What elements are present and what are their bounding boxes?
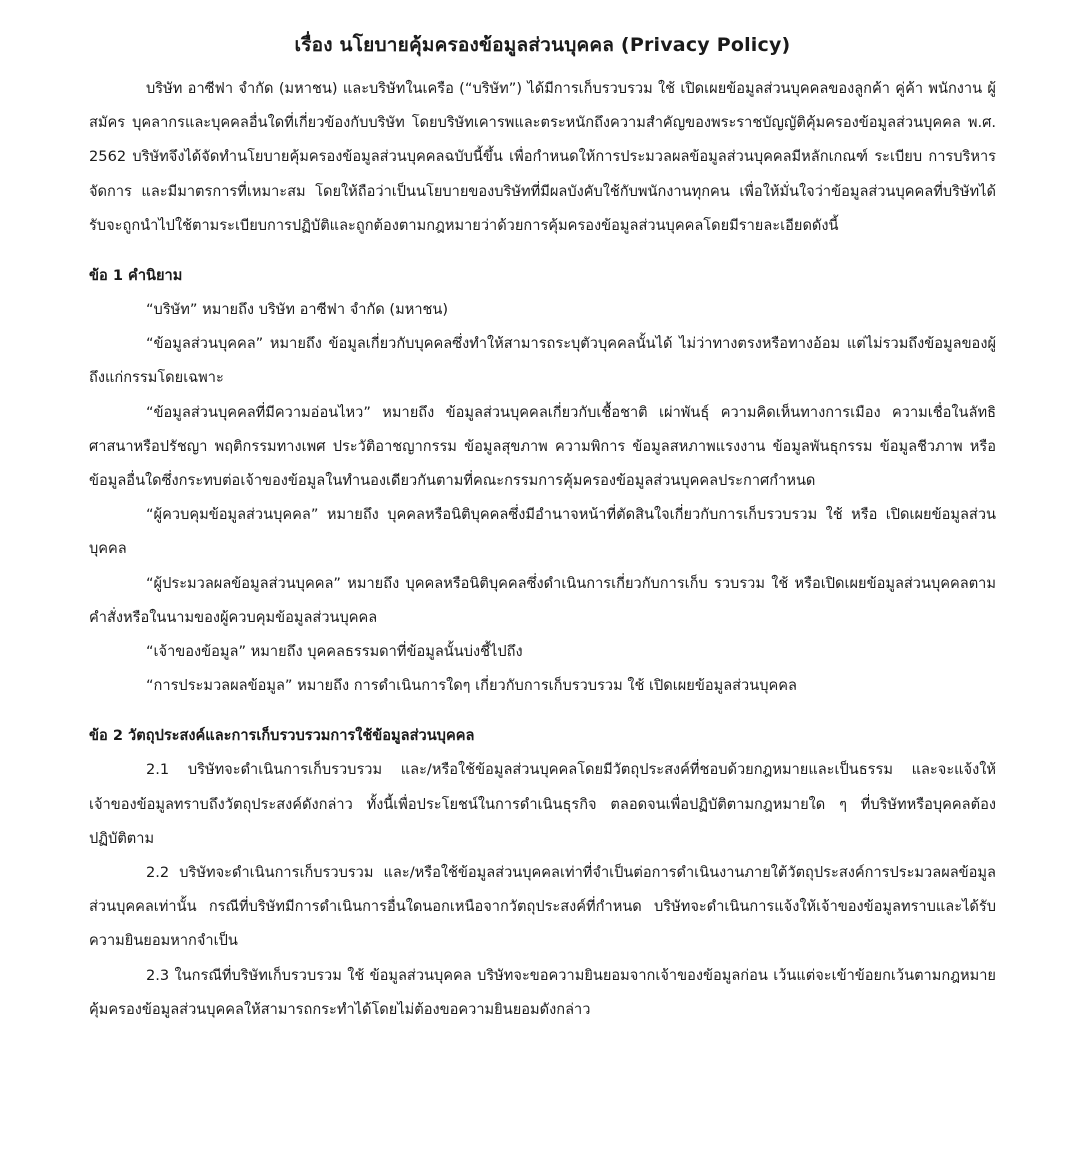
intro-paragraph: บริษัท อาซีฟา จำกัด (มหาชน) และบริษัทในเครือ (“บริษัท”) ได้มีการเก็บรวบรวม ใช้ เปิดเผยข้อมูลส่วนบุคคลของลูกค้า คู่ค้า พนักงาน ผู้สมัคร บุคลากรและบุคคลอื่นใดที่เกี่ยวข้องกับบริษัท โดยบริษัทเคารพและตระหนักถึงความสำคัญของพระราชบัญญัติคุ้มครองข้อมูลส่วนบุคคล พ.ศ. 2562 บริษัทจึงได้จัดทำนโยบายคุ้มครองข้อมูลส่วนบุคคลฉบับนี้ขึ้น เพื่อกำหนดให้การประมวลผลข้อมูลส่วนบุคคลมีหลักเกณฑ์ ระเบียบ การบริหารจัดการ และมีมาตรการที่เหมาะสม โดยให้ถือว่าเป็นนโยบายของบริษัทที่มีผลบังคับใช้กับพนักงานทุกคน เพื่อให้มั่นใจว่าข้อมูลส่วนบุคคลที่บริษัทได้รับจะถูกนำไปใช้ตามระเบียบการปฏิบัติและถูกต้องตามกฎหมายว่าด้วยการคุ้มครองข้อมูลส่วนบุคคลโดยมีรายละเอียดดังนี้ [89,80,996,234]
definition-data-controller: “ผู้ควบคุมข้อมูลส่วนบุคคล” หมายถึง บุคคลหรือนิติบุคคลซึ่งมีอำนาจหน้าที่ตัดสินใจเกี่ยวกับการเก็บรวบรวม ใช้ หรือ เปิดเผยข้อมูลส่วนบุคคล [89,506,996,558]
document-title: เรื่อง นโยบายคุ้มครองข้อมูลส่วนบุคคล (Privacy Policy) [294,34,791,56]
clause-2-1: 2.1 บริษัทจะดำเนินการเก็บรวบรวม และ/หรือใช้ข้อมูลส่วนบุคคลโดยมีวัตถุประสงค์ที่ชอบด้วยกฎหมายและเป็นธรรม และจะแจ้งให้เจ้าของข้อมูลทราบถึงวัตถุประสงค์ดังกล่าว ทั้งนี้เพื่อประโยชน์ในการดำเนินธุรกิจ ตลอดจนเพื่อปฏิบัติตามกฎหมายใด ๆ ที่บริษัทหรือบุคคลต้องปฏิบัติตาม [89,761,996,847]
clause-2-2: 2.2 บริษัทจะดำเนินการเก็บรวบรวม และ/หรือใช้ข้อมูลส่วนบุคคลเท่าที่จำเป็นต่อการดำเนินงานภายใต้วัตถุประสงค์การประมวลผลข้อมูลส่วนบุคคลเท่านั้น กรณีที่บริษัทมีการดำเนินการอื่นใดนอกเหนือจากวัตถุประสงค์ที่กำหนด บริษัทจะดำเนินการแจ้งให้เจ้าของข้อมูลทราบและได้รับความยินยอมหากจำเป็น [89,864,996,950]
definition-personal-data: “ข้อมูลส่วนบุคคล” หมายถึง ข้อมูลเกี่ยวกับบุคคลซึ่งทำให้สามารถระบุตัวบุคคลนั้นได้ ไม่ว่าทางตรงหรือทางอ้อม แต่ไม่รวมถึงข้อมูลของผู้ถึงแก่กรรมโดยเฉพาะ [89,335,996,387]
section-purposes [89,719,996,1027]
definition-data-processor: “ผู้ประมวลผลข้อมูลส่วนบุคคล” หมายถึง บุคคลหรือนิติบุคคลซึ่งดำเนินการเกี่ยวกับการเก็บ รวบรวม ใช้ หรือเปิดเผยข้อมูลส่วนบุคคลตามคำสั่งหรือในนามของผู้ควบคุมข้อมูลส่วนบุคคล [89,574,996,626]
section-2-heading: ข้อ 2 วัตถุประสงค์และการเก็บรวบรวมการใช้ข้อมูลส่วนบุคคล [89,727,475,745]
definition-data-processing: “การประมวลผลข้อมูล” หมายถึง การดำเนินการใดๆ เกี่ยวกับการเก็บรวบรวม ใช้ เปิดเผยข้อมูลส่วนบุคคล [146,677,797,695]
clause-2-3: 2.3 ในกรณีที่บริษัทเก็บรวบรวม ใช้ ข้อมูลส่วนบุคคล บริษัทจะขอความยินยอมจากเจ้าของข้อมูลก่อน เว้นแต่จะเข้าข้อยกเว้นตามกฎหมายคุ้มครองข้อมูลส่วนบุคคลให้สามารถกระทำได้โดยไม่ต้องขอความยินยอมดังกล่าว [89,966,996,1018]
definition-sensitive-data: “ข้อมูลส่วนบุคคลที่มีความอ่อนไหว” หมายถึง ข้อมูลส่วนบุคคลเกี่ยวกับเชื้อชาติ เผ่าพันธุ์ ความคิดเห็นทางการเมือง ความเชื่อในลัทธิ ศาสนาหรือปรัชญา พฤติกรรมทางเพศ ประวัติอาชญากรรม ข้อมูลสุขภาพ ความพิการ ข้อมูลสหภาพแรงงาน ข้อมูลพันธุกรรม ข้อมูลชีวภาพ หรือข้อมูลอื่นใดซึ่งกระทบต่อเจ้าของข้อมูลในทำนองเดียวกันตามที่คณะกรรมการคุ้มครองข้อมูลส่วนบุคคลประกาศกำหนด [89,403,996,490]
section-definitions [89,259,996,703]
spacer [89,243,996,259]
spacer [89,703,996,719]
section-1-heading: ข้อ 1 คำนิยาม [89,267,183,285]
definition-data-subject: “เจ้าของข้อมูล” หมายถึง บุคคลธรรมดาที่ข้อมูลนั้นบ่งชี้ไปถึง [146,643,523,661]
definition-company: “บริษัท” หมายถึง บริษัท อาซีฟา จำกัด (มหาชน) [146,301,449,319]
